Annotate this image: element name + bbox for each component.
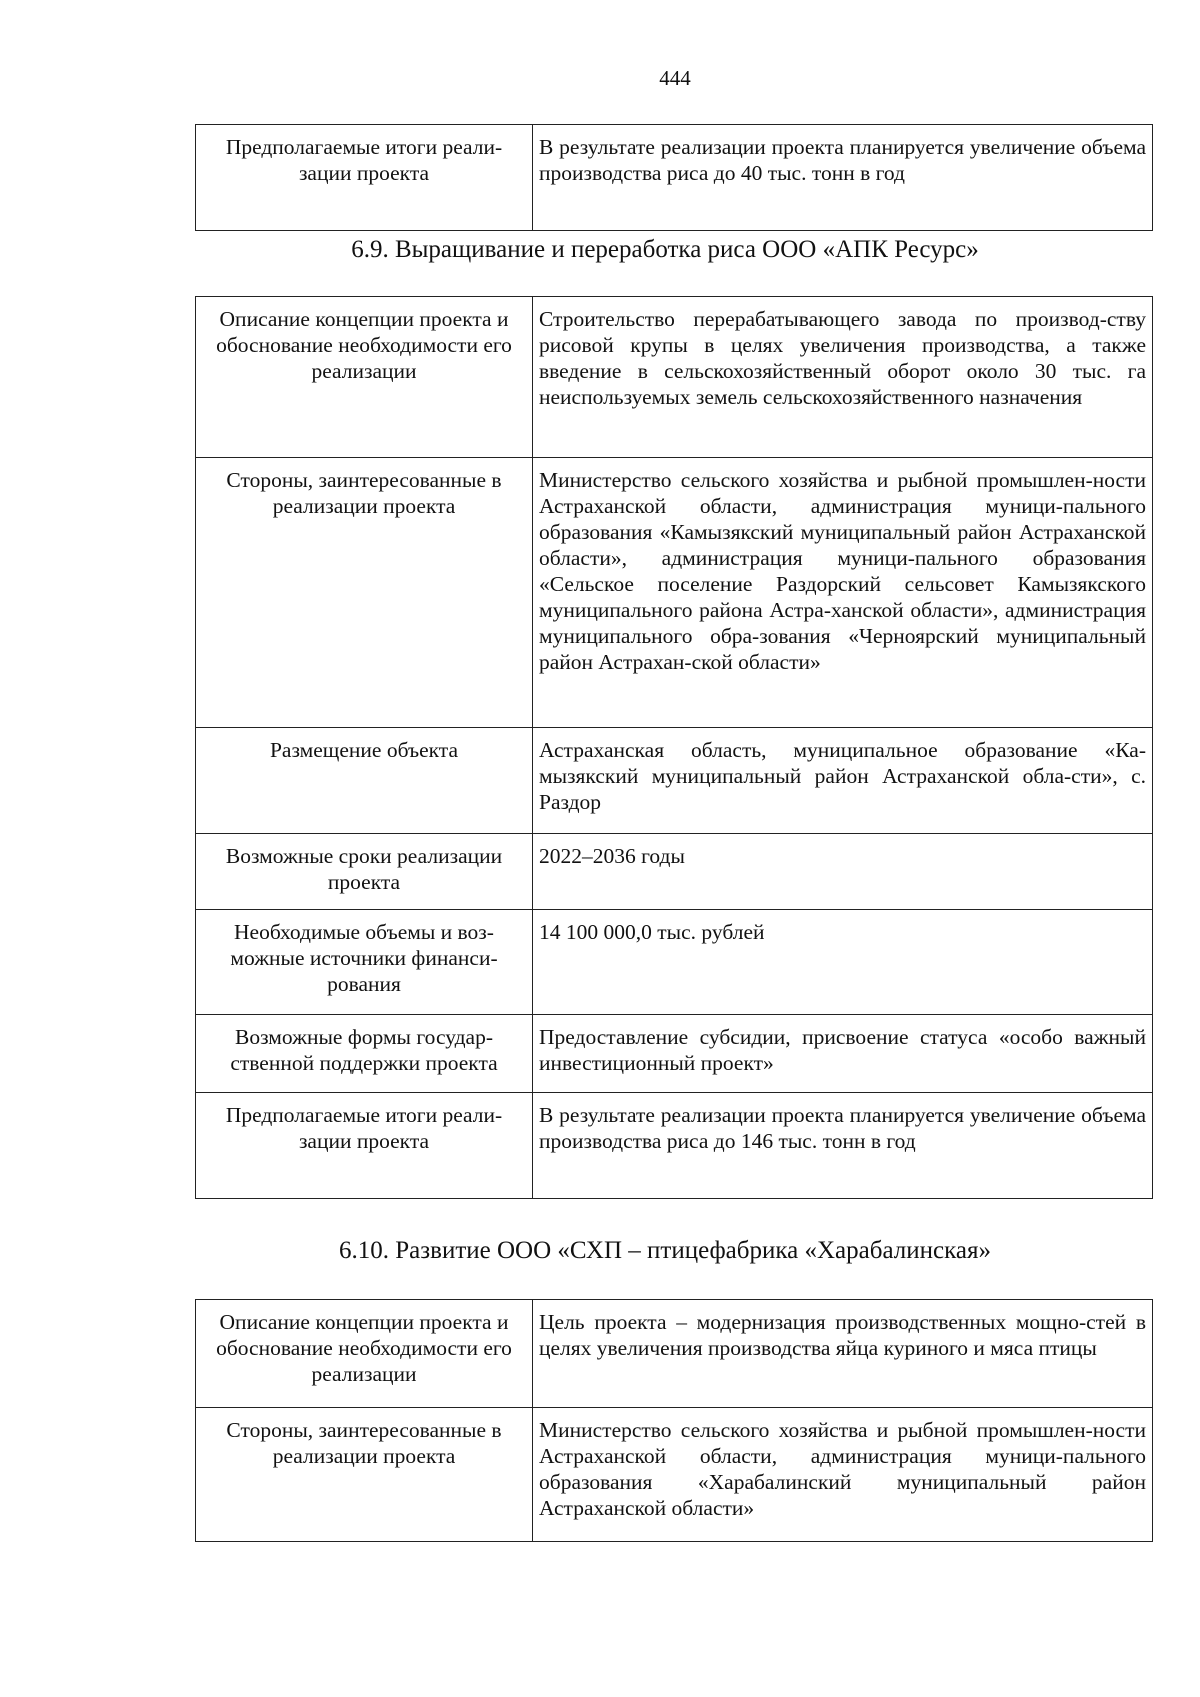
row-label: Предполагаемые итоги реали-зации проекта: [196, 125, 533, 231]
row-value: Цель проекта – модернизация производственных мощно-стей в целях увеличения производства яйца куриного и мяса птицы: [533, 1300, 1153, 1408]
page-number: 444: [659, 66, 691, 90]
table-top: [195, 124, 1153, 231]
table-row: [196, 910, 1153, 1015]
row-label: Предполагаемые итоги реали-зации проекта: [196, 1093, 533, 1199]
table-row: [196, 834, 1153, 910]
row-value: Министерство сельского хозяйства и рыбной промышлен-ности Астраханской области, администрация муници-пального образования «Харабалинский муниципальный район Астраханской области»: [533, 1408, 1153, 1542]
row-label: Стороны, заинтересованные в реализации проекта: [196, 458, 533, 728]
row-label: Стороны, заинтересованные в реализации проекта: [196, 1408, 533, 1542]
table-row: [196, 1015, 1153, 1093]
table-row: [196, 728, 1153, 834]
row-label: Описание концепции проекта и обоснование необходимости его реализации: [196, 297, 533, 458]
row-value: Министерство сельского хозяйства и рыбной промышлен-ности Астраханской области, администрация муници-пального образования «Камызякский муниципальный район Астраханской области», администрация муници-пального образования «Сельское поселение Раздорский сельсовет Камызякского муниципального района Астра-ханской области», администрация муниципального обра-зования «Черноярский муниципальный район Астрахан-ской области»: [533, 458, 1153, 728]
row-label: Описание концепции проекта и обоснование необходимости его реализации: [196, 1300, 533, 1408]
row-value: Строительство перерабатывающего завода по производ-ству рисовой крупы в целях увеличения производства, а также введение в сельскохозяйственный оборот около 30 тыс. га неиспользуемых земель сельскохозяйственного назначения: [533, 297, 1153, 458]
table-row: [196, 1093, 1153, 1199]
row-value: В результате реализации проекта планируется увеличение объема производства риса до 40 тыс. тонн в год: [533, 125, 1153, 231]
section-title-6-10: 6.10. Развитие ООО «СХП – птицефабрика «Харабалинская»: [339, 1237, 991, 1264]
row-label: Размещение объекта: [196, 728, 533, 834]
table-row: [196, 297, 1153, 458]
table-row: [196, 125, 1153, 231]
row-label: Возможные сроки реализации проекта: [196, 834, 533, 910]
table-section-6-9: [195, 296, 1153, 1199]
table-section-6-10: [195, 1299, 1153, 1542]
row-label: Необходимые объемы и воз-можные источники финанси-рования: [196, 910, 533, 1015]
row-value: 2022–2036 годы: [533, 834, 1153, 910]
table-row: [196, 458, 1153, 728]
section-title-6-9: 6.9. Выращивание и переработка риса ООО «АПК Ресурс»: [351, 236, 979, 263]
table-row: [196, 1408, 1153, 1542]
table-row: [196, 1300, 1153, 1408]
row-value: Предоставление субсидии, присвоение статуса «особо важный инвестиционный проект»: [533, 1015, 1153, 1093]
row-value: Астраханская область, муниципальное образование «Ка-мызякский муниципальный район Астраханской обла-сти», с. Раздор: [533, 728, 1153, 834]
row-label: Возможные формы государ-ственной поддержки проекта: [196, 1015, 533, 1093]
row-value: В результате реализации проекта планируется увеличение объема производства риса до 146 тыс. тонн в год: [533, 1093, 1153, 1199]
row-value: 14 100 000,0 тыс. рублей: [533, 910, 1153, 1015]
